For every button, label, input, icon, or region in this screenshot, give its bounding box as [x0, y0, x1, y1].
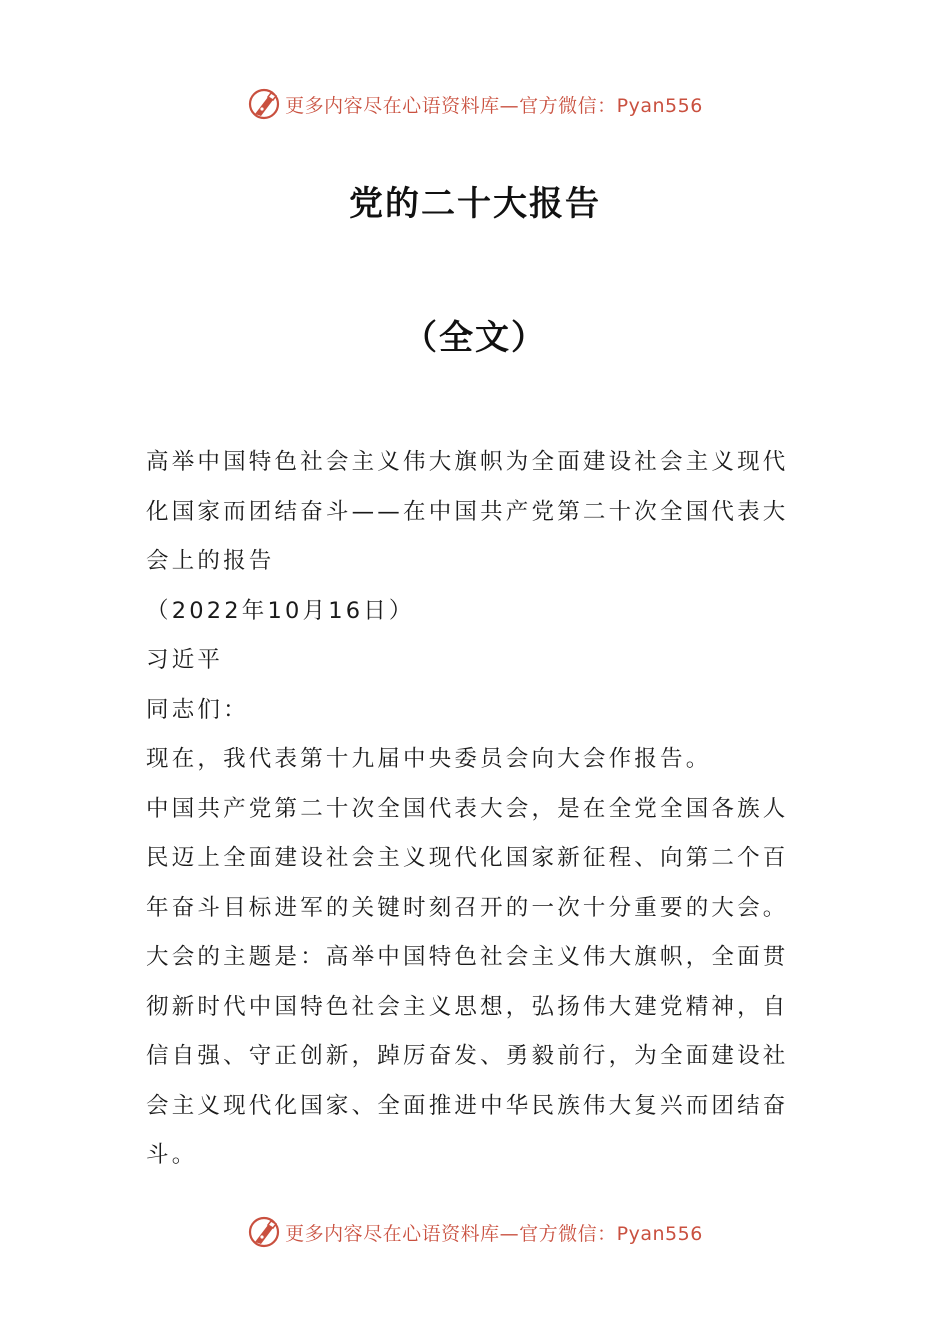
banner-wechat-text: —官方微信：Pyan556	[499, 94, 703, 117]
header-watermark-banner	[0, 84, 950, 124]
document-title: 党的二十大报告	[349, 184, 601, 224]
body-paragraph: 中国共产党第二十次全国代表大会，是在全党全国各族人民迈上全面建设社会主义现代化国家新征程、向第二个百年奋斗目标进军的关键时刻召开的一次十分重要的大会。	[146, 795, 789, 921]
banner-wechat-text: —官方微信：Pyan556	[499, 1222, 703, 1245]
footer-watermark-banner	[0, 1212, 950, 1252]
report-heading-paragraph: 高举中国特色社会主义伟大旗帜为全面建设社会主义现代化国家而团结奋斗——在中国共产党第二十次全国代表大会上的报告	[146, 449, 789, 574]
salutation: 同志们：	[146, 696, 249, 723]
body-paragraph: 现在，我代表第十九届中央委员会向大会作报告。	[146, 746, 712, 772]
body-paragraph: 大会的主题是：高举中国特色社会主义伟大旗帜，全面贯彻新时代中国特色社会主义思想，弘扬伟大建党精神，自信自强、守正创新，踔厉奋发、勇毅前行，为全面建设社会主义现代化国家、全面推进中华民族伟大复兴而团结奋斗。	[146, 944, 789, 1168]
banner-library-text: 更多内容尽在心语资料库	[285, 1222, 500, 1245]
document-body	[146, 438, 808, 1181]
report-author: 习近平	[146, 647, 224, 673]
banner-library-text: 更多内容尽在心语资料库	[285, 94, 500, 117]
report-date: （2022年10月16日）	[146, 597, 415, 624]
pen-nib-logo-icon	[247, 1215, 281, 1249]
pen-nib-logo-icon	[247, 87, 281, 121]
document-subtitle: （全文）	[403, 318, 547, 358]
